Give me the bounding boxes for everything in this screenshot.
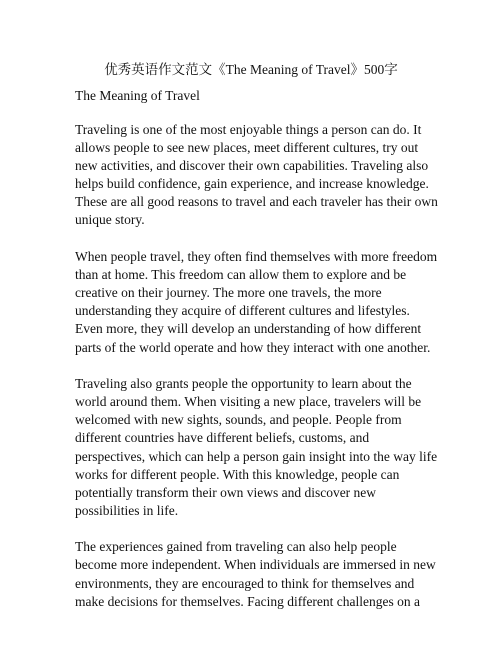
text-line: parts of the world operate and how they interact with one another. <box>75 339 431 355</box>
text-line: The experiences gained from traveling can also help people <box>75 539 397 555</box>
text-line: environments, they are encouraged to think for themselves and <box>75 575 415 591</box>
paragraph-4 <box>75 538 435 610</box>
text-line: become more independent. When individuals are immersed in new <box>75 557 436 573</box>
document-title: 优秀英语作文范文《The Meaning of Travel》500字 <box>104 62 398 77</box>
text-line: welcomed with new sights, sounds, and people. People from <box>75 412 402 428</box>
text-line: helps build confidence, gain experience, and increase knowledge. <box>75 176 429 192</box>
text-line: understanding they acquire of different cultures and lifestyles. <box>75 303 410 319</box>
text-line: When people travel, they often find themselves with more freedom <box>75 249 438 265</box>
text-line: new activities, and discover their own capabilities. Traveling also <box>75 158 429 174</box>
text-line: Traveling also grants people the opportunity to learn about the <box>75 376 412 392</box>
text-line: These are all good reasons to travel and each traveler has their own <box>75 194 438 210</box>
text-line: different countries have different beliefs, customs, and <box>75 430 370 446</box>
text-line: Even more, they will develop an understanding of how different <box>75 321 422 337</box>
text-line: works for different people. With this knowledge, people can <box>75 466 400 482</box>
text-line: allows people to see new places, meet different cultures, try out <box>75 140 419 156</box>
paragraph-1 <box>75 121 438 230</box>
paragraph-3 <box>75 375 438 520</box>
text-line: Traveling is one of the most enjoyable things a person can do. It <box>75 122 422 137</box>
text-line: perspectives, which can help a person gain insight into the way life <box>75 448 438 464</box>
text-line: than at home. This freedom can allow them to explore and be <box>75 267 407 283</box>
paragraph-2 <box>75 248 438 357</box>
text-line: world around them. When visiting a new place, travelers will be <box>75 394 422 410</box>
text-line: potentially transform their own views and discover new <box>75 484 377 500</box>
text-line: make decisions for themselves. Facing different challenges on a <box>75 593 421 609</box>
text-line: creative on their journey. The more one travels, the more <box>75 285 382 301</box>
text-line: possibilities in life. <box>75 502 179 518</box>
essay-body <box>75 121 438 629</box>
text-line: unique story. <box>75 212 145 228</box>
essay-heading: The Meaning of Travel <box>75 88 200 103</box>
